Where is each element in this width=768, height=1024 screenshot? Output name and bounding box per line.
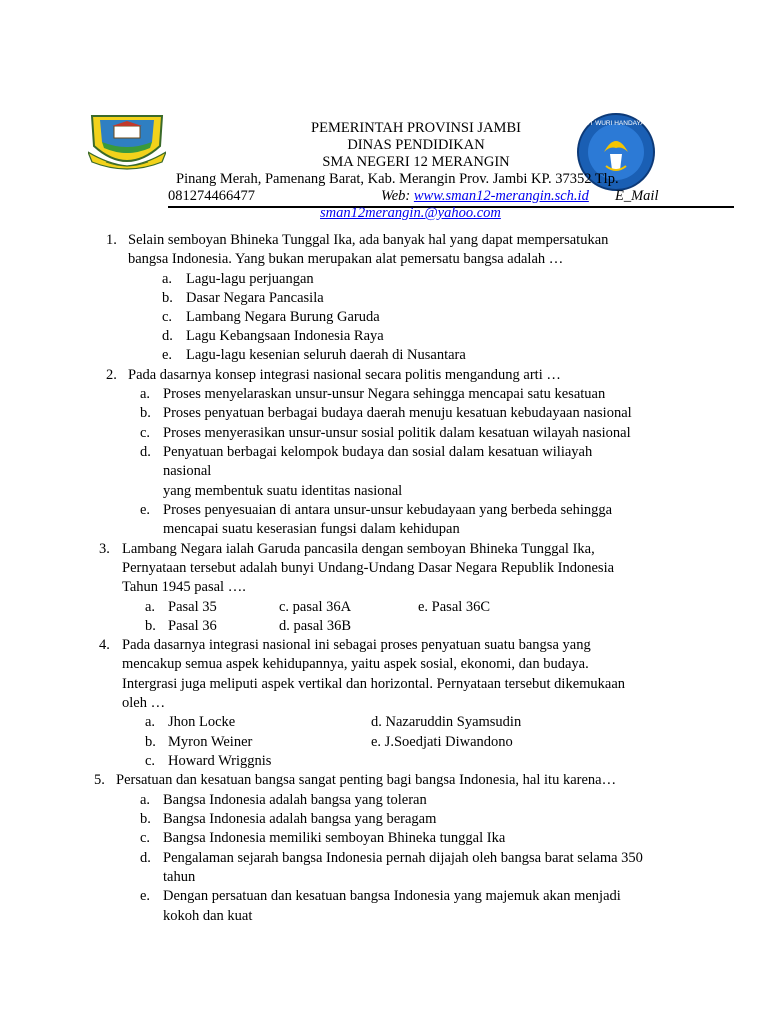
option-text: Proses penyesuaian di antara unsur-unsur kebudayaan yang berbeda sehingga xyxy=(163,502,613,518)
option-text: Pasal 35 xyxy=(168,599,217,615)
option-text: mencapai suatu keserasian fungsi dalam kehidupan xyxy=(163,521,460,537)
option-text: e. Pasal 36C xyxy=(418,599,491,615)
option-label: b. xyxy=(145,734,156,750)
province-emblem-icon xyxy=(88,112,166,174)
option-label: d. xyxy=(140,850,151,866)
option-text: Howard Wriggnis xyxy=(168,753,272,769)
option-text: Myron Weiner xyxy=(168,734,253,750)
question-text: Pernyataan tersebut adalah bunyi Undang-Undang Dasar Negara Republik Indonesia xyxy=(122,560,615,576)
svg-text:TUT WURI HANDAYANI: TUT WURI HANDAYANI xyxy=(580,120,652,127)
option-label: e. xyxy=(162,347,173,363)
option-label: a. xyxy=(140,792,151,808)
question-text: Tahun 1945 pasal …. xyxy=(122,579,246,595)
header-phone: 081274466477 xyxy=(168,188,255,204)
question-text: bangsa Indonesia. Yang bukan merupakan alat pemersatu bangsa adalah … xyxy=(128,251,564,267)
question-text: Lambang Negara ialah Garuda pancasila dengan semboyan Bhineka Tunggal Ika, xyxy=(122,541,595,557)
option-text: Proses menyerasikan unsur-unsur sosial politik dalam kesatuan wilayah nasional xyxy=(163,425,631,441)
header-line-province: PEMERINTAH PROVINSI JAMBI xyxy=(311,120,521,136)
option-label: e. xyxy=(140,888,151,904)
option-text: e. J.Soedjati Diwandono xyxy=(371,734,513,750)
question-text: Persatuan dan kesatuan bangsa sangat penting bagi bangsa Indonesia, hal itu karena… xyxy=(116,772,617,788)
option-text: c. pasal 36A xyxy=(279,599,352,615)
option-text: Proses penyatuan berbagai budaya daerah menuju kesatuan kebudayaan nasional xyxy=(163,405,632,421)
option-text: Bangsa Indonesia adalah bangsa yang toleran xyxy=(163,792,427,808)
option-label: c. xyxy=(162,309,173,325)
header-web xyxy=(381,187,589,205)
option-text: tahun xyxy=(163,869,196,885)
header-web-label: Web: xyxy=(381,188,414,204)
option-text: Lagu-lagu perjuangan xyxy=(186,271,314,287)
option-label: d. xyxy=(162,328,173,344)
header-line-agency: DINAS PENDIDIKAN xyxy=(347,137,485,153)
option-label: a. xyxy=(145,599,156,615)
option-text: Bangsa Indonesia memiliki semboyan Bhineka tunggal Ika xyxy=(163,830,506,846)
option-text: Bangsa Indonesia adalah bangsa yang beragam xyxy=(163,811,437,827)
option-text: nasional xyxy=(163,463,212,479)
question-text: Pada dasarnya konsep integrasi nasional secara politis mengandung arti … xyxy=(128,367,561,383)
option-label: a. xyxy=(140,386,151,402)
question-number: 1. xyxy=(106,232,117,248)
option-label: a. xyxy=(145,714,156,730)
question-text: oleh … xyxy=(122,695,166,711)
option-text: Proses menyelaraskan unsur-unsur Negara sehingga mencapai satu kesatuan xyxy=(163,386,606,402)
option-text: Pasal 36 xyxy=(168,618,217,634)
header-address: Pinang Merah, Pamenang Barat, Kab. Merangin Prov. Jambi KP. 37352 Tlp. xyxy=(176,171,619,187)
question-number: 5. xyxy=(94,772,105,788)
option-label: b. xyxy=(162,290,173,306)
question-text: Pada dasarnya integrasi nasional ini sebagai proses penyatuan suatu bangsa yang xyxy=(122,637,591,653)
question-text: Selain semboyan Bhineka Tunggal Ika, ada banyak hal yang dapat mempersatukan xyxy=(128,232,609,248)
option-label: c. xyxy=(145,753,156,769)
option-text: Lagu-lagu kesenian seluruh daerah di Nusantara xyxy=(186,347,466,363)
option-text: yang membentuk suatu identitas nasional xyxy=(163,483,403,499)
option-text: Lagu Kebangsaan Indonesia Raya xyxy=(186,328,384,344)
option-label: e. xyxy=(140,502,151,518)
question-text: mencakup semua aspek kehidupannya, yaitu aspek sosial, ekonomi, dan budaya. xyxy=(122,656,589,672)
option-text: Penyatuan berbagai kelompok budaya dan sosial dalam kesatuan wiliayah xyxy=(163,444,593,460)
option-label: c. xyxy=(140,830,151,846)
option-label: d. xyxy=(140,444,151,460)
question-number: 3. xyxy=(99,541,110,557)
question-number: 4. xyxy=(99,637,110,653)
option-label: b. xyxy=(140,405,151,421)
option-text: d. pasal 36B xyxy=(279,618,352,634)
header-email-label: E_Mail xyxy=(615,188,659,204)
option-text: Dasar Negara Pancasila xyxy=(186,290,324,306)
option-label: b. xyxy=(140,811,151,827)
question-number: 2. xyxy=(106,367,117,383)
option-text: d. Nazaruddin Syamsudin xyxy=(371,714,522,730)
option-text: Pengalaman sejarah bangsa Indonesia pernah dijajah oleh bangsa barat selama 350 xyxy=(163,850,643,866)
header-line-school: SMA NEGERI 12 MERANGIN xyxy=(322,154,510,170)
option-label: c. xyxy=(140,425,151,441)
option-text: Dengan persatuan dan kesatuan bangsa Indonesia yang majemuk akan menjadi xyxy=(163,888,621,904)
header-web-link[interactable]: www.sman12-merangin.sch.id xyxy=(413,188,589,204)
option-label: a. xyxy=(162,271,173,287)
question-text: Intergrasi juga meliputi aspek vertikal dan horizontal. Pernyataan tersebut dikemukaan xyxy=(122,676,626,692)
option-label: b. xyxy=(145,618,156,634)
option-text: kokoh dan kuat xyxy=(163,908,253,924)
option-text: Lambang Negara Burung Garuda xyxy=(186,309,380,325)
header-email-link[interactable]: sman12merangin.@yahoo.com xyxy=(320,205,501,221)
option-text: Jhon Locke xyxy=(168,714,236,730)
